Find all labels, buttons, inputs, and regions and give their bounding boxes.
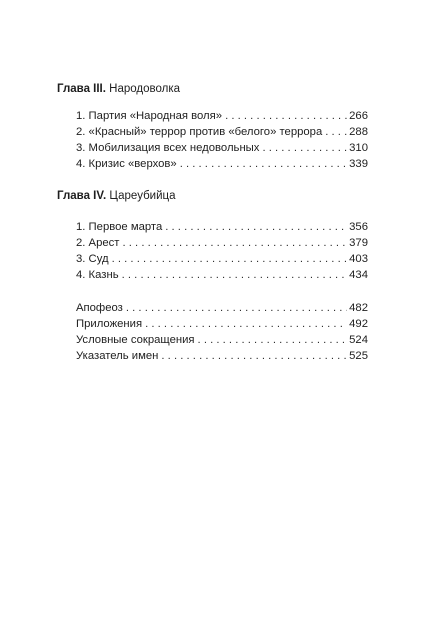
toc-entry-title: 3. Суд: [76, 253, 109, 265]
dot-leader: [180, 156, 347, 172]
dot-leader: [112, 251, 348, 267]
toc-entry-title: Апофеоз: [76, 302, 123, 314]
toc-entry-title: Приложения: [76, 318, 143, 330]
dot-leader: [198, 332, 348, 348]
toc-entry[interactable]: [76, 251, 368, 267]
toc-entry-page: 339: [349, 158, 368, 170]
chapter-4-name: Цареубийца: [109, 190, 176, 202]
toc-entry-title: 4. Казнь: [76, 269, 119, 281]
toc-entry-title: 1. Первое марта: [76, 221, 163, 233]
toc-entry-title: 2. Арест: [76, 237, 120, 249]
chapter-3-entries: [76, 108, 368, 172]
chapter-4-label: Глава IV.: [57, 190, 107, 202]
chapter-3-label: Глава III.: [57, 83, 106, 95]
toc-entry-page: 482: [349, 302, 368, 314]
toc-entry[interactable]: [76, 316, 368, 332]
toc-entry-page: 310: [349, 142, 368, 154]
toc-entry[interactable]: [76, 300, 368, 316]
toc-entry-page: 288: [349, 126, 368, 138]
toc-entry-title: 3. Мобилизация всех недовольных: [76, 142, 260, 154]
dot-leader: [225, 108, 347, 124]
dot-leader: [165, 219, 347, 235]
toc-entry-page: 492: [349, 318, 368, 330]
toc-entry[interactable]: [76, 348, 368, 364]
toc-entry[interactable]: [76, 267, 368, 283]
toc-entry[interactable]: [76, 219, 368, 235]
toc-entry-page: 266: [349, 110, 368, 122]
toc-entry-title: 1. Партия «Народная воля»: [76, 110, 223, 122]
toc-entry-title: Условные сокращения: [76, 334, 195, 346]
chapter-4-title: [57, 189, 176, 203]
toc-entry-title: 4. Кризис «верхов»: [76, 158, 177, 170]
toc-entry-page: 434: [349, 269, 368, 281]
dot-leader: [161, 348, 347, 364]
chapter-4-entries: [76, 219, 368, 283]
toc-entry[interactable]: [76, 156, 368, 172]
toc-entry-page: 403: [349, 253, 368, 265]
toc-entry-page: 356: [349, 221, 368, 233]
toc-entry[interactable]: [76, 124, 368, 140]
dot-leader: [122, 235, 347, 251]
toc-entry[interactable]: [76, 108, 368, 124]
chapter-3-title: [57, 82, 180, 96]
dot-leader: [122, 267, 348, 283]
toc-entry-page: 524: [349, 334, 368, 346]
dot-leader: [325, 124, 347, 140]
toc-entry-title: Указатель имен: [76, 350, 159, 362]
chapter-3-name: Народоволка: [109, 83, 180, 95]
toc-entry-page: 379: [349, 237, 368, 249]
toc-entry[interactable]: [76, 140, 368, 156]
dot-leader: [145, 316, 347, 332]
toc-entry[interactable]: [76, 332, 368, 348]
appendix-entries: [76, 300, 368, 364]
toc-entry-page: 525: [349, 350, 368, 362]
toc-entry[interactable]: [76, 235, 368, 251]
dot-leader: [262, 140, 347, 156]
dot-leader: [126, 300, 347, 316]
toc-entry-title: 2. «Красный» террор против «белого» террора: [76, 126, 323, 138]
